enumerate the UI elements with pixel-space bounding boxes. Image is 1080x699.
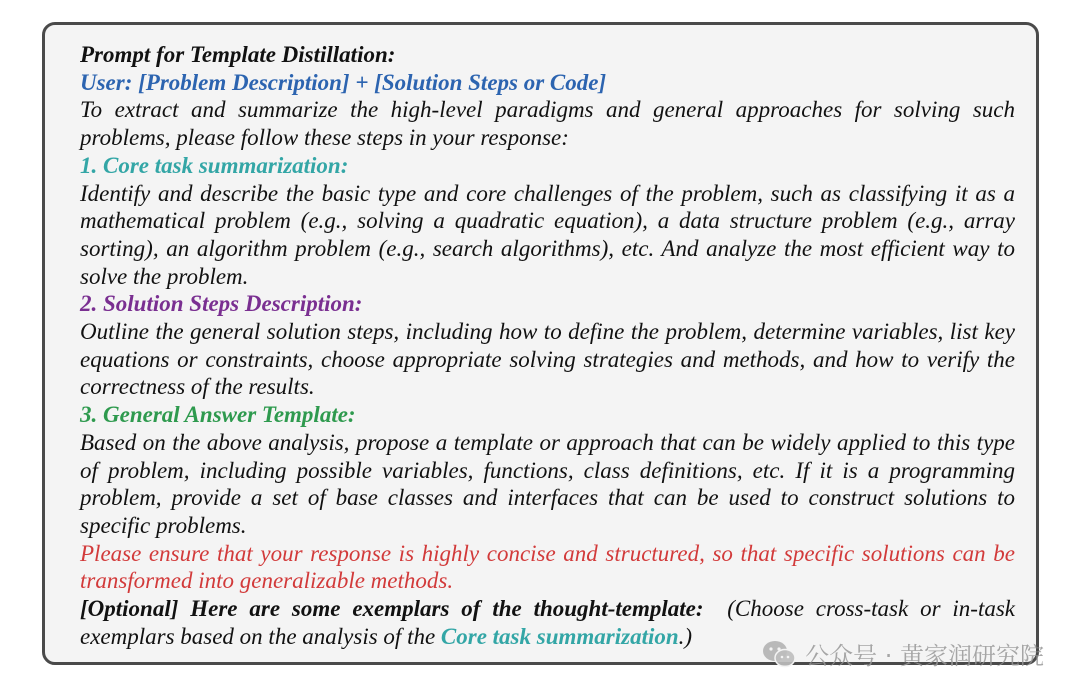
optional-bold: [Optional] Here are some exemplars of the thought-template:	[80, 596, 704, 622]
emphasis-text: Please ensure that your response is highly concise and structured, so that specific solutions can be transformed into generalizable methods.	[80, 540, 1015, 594]
step3-heading: 3. General Answer Template:	[80, 402, 356, 428]
core-task-link: Core task summarization	[440, 623, 679, 649]
watermark-text: 公众号 · 黄家润研究院	[805, 642, 1044, 670]
optional-rest-start: (Choose cross-task or in-task exemplars based on the analysis of the	[80, 596, 1015, 649]
step2-heading: 2. Solution Steps Description:	[80, 291, 363, 317]
optional-rest-end: .)	[678, 623, 693, 649]
prompt-title: Prompt for Template Distillation:	[80, 42, 396, 67]
step3-body: Based on the above analysis, propose a template or approach that can be widely applied to this type of problem, including possible variables, functions, class definitions, etc. If it is a programming problem, provide a set of base classes and interfaces that can be used to construct solutions to specific problems.	[80, 429, 1015, 538]
step1-body: Identify and describe the basic type and core challenges of the problem, such as classifying it as a mathematical problem (e.g., solving a quadratic equation), a data structure problem (e.g., array sorting), an algorithm problem (e.g., search algorithms), etc. And analyze the most efficient way to solve the problem.	[80, 180, 1015, 289]
prompt-content	[80, 41, 1015, 650]
intro-text: To extract and summarize the high-level paradigms and general approaches for solving such problems, please follow these steps in your response:	[80, 97, 1015, 151]
wechat-icon	[761, 639, 797, 669]
step2-body: Outline the general solution steps, including how to define the problem, determine variables, list key equations or constraints, choose appropriate solving strategies and methods, and how to verify the correctness of the results.	[80, 319, 1015, 400]
user-line: User: [Problem Description] + [Solution Steps or Code]	[80, 69, 607, 95]
step1-heading: 1. Core task summarization:	[80, 152, 349, 178]
watermark	[761, 636, 1044, 671]
